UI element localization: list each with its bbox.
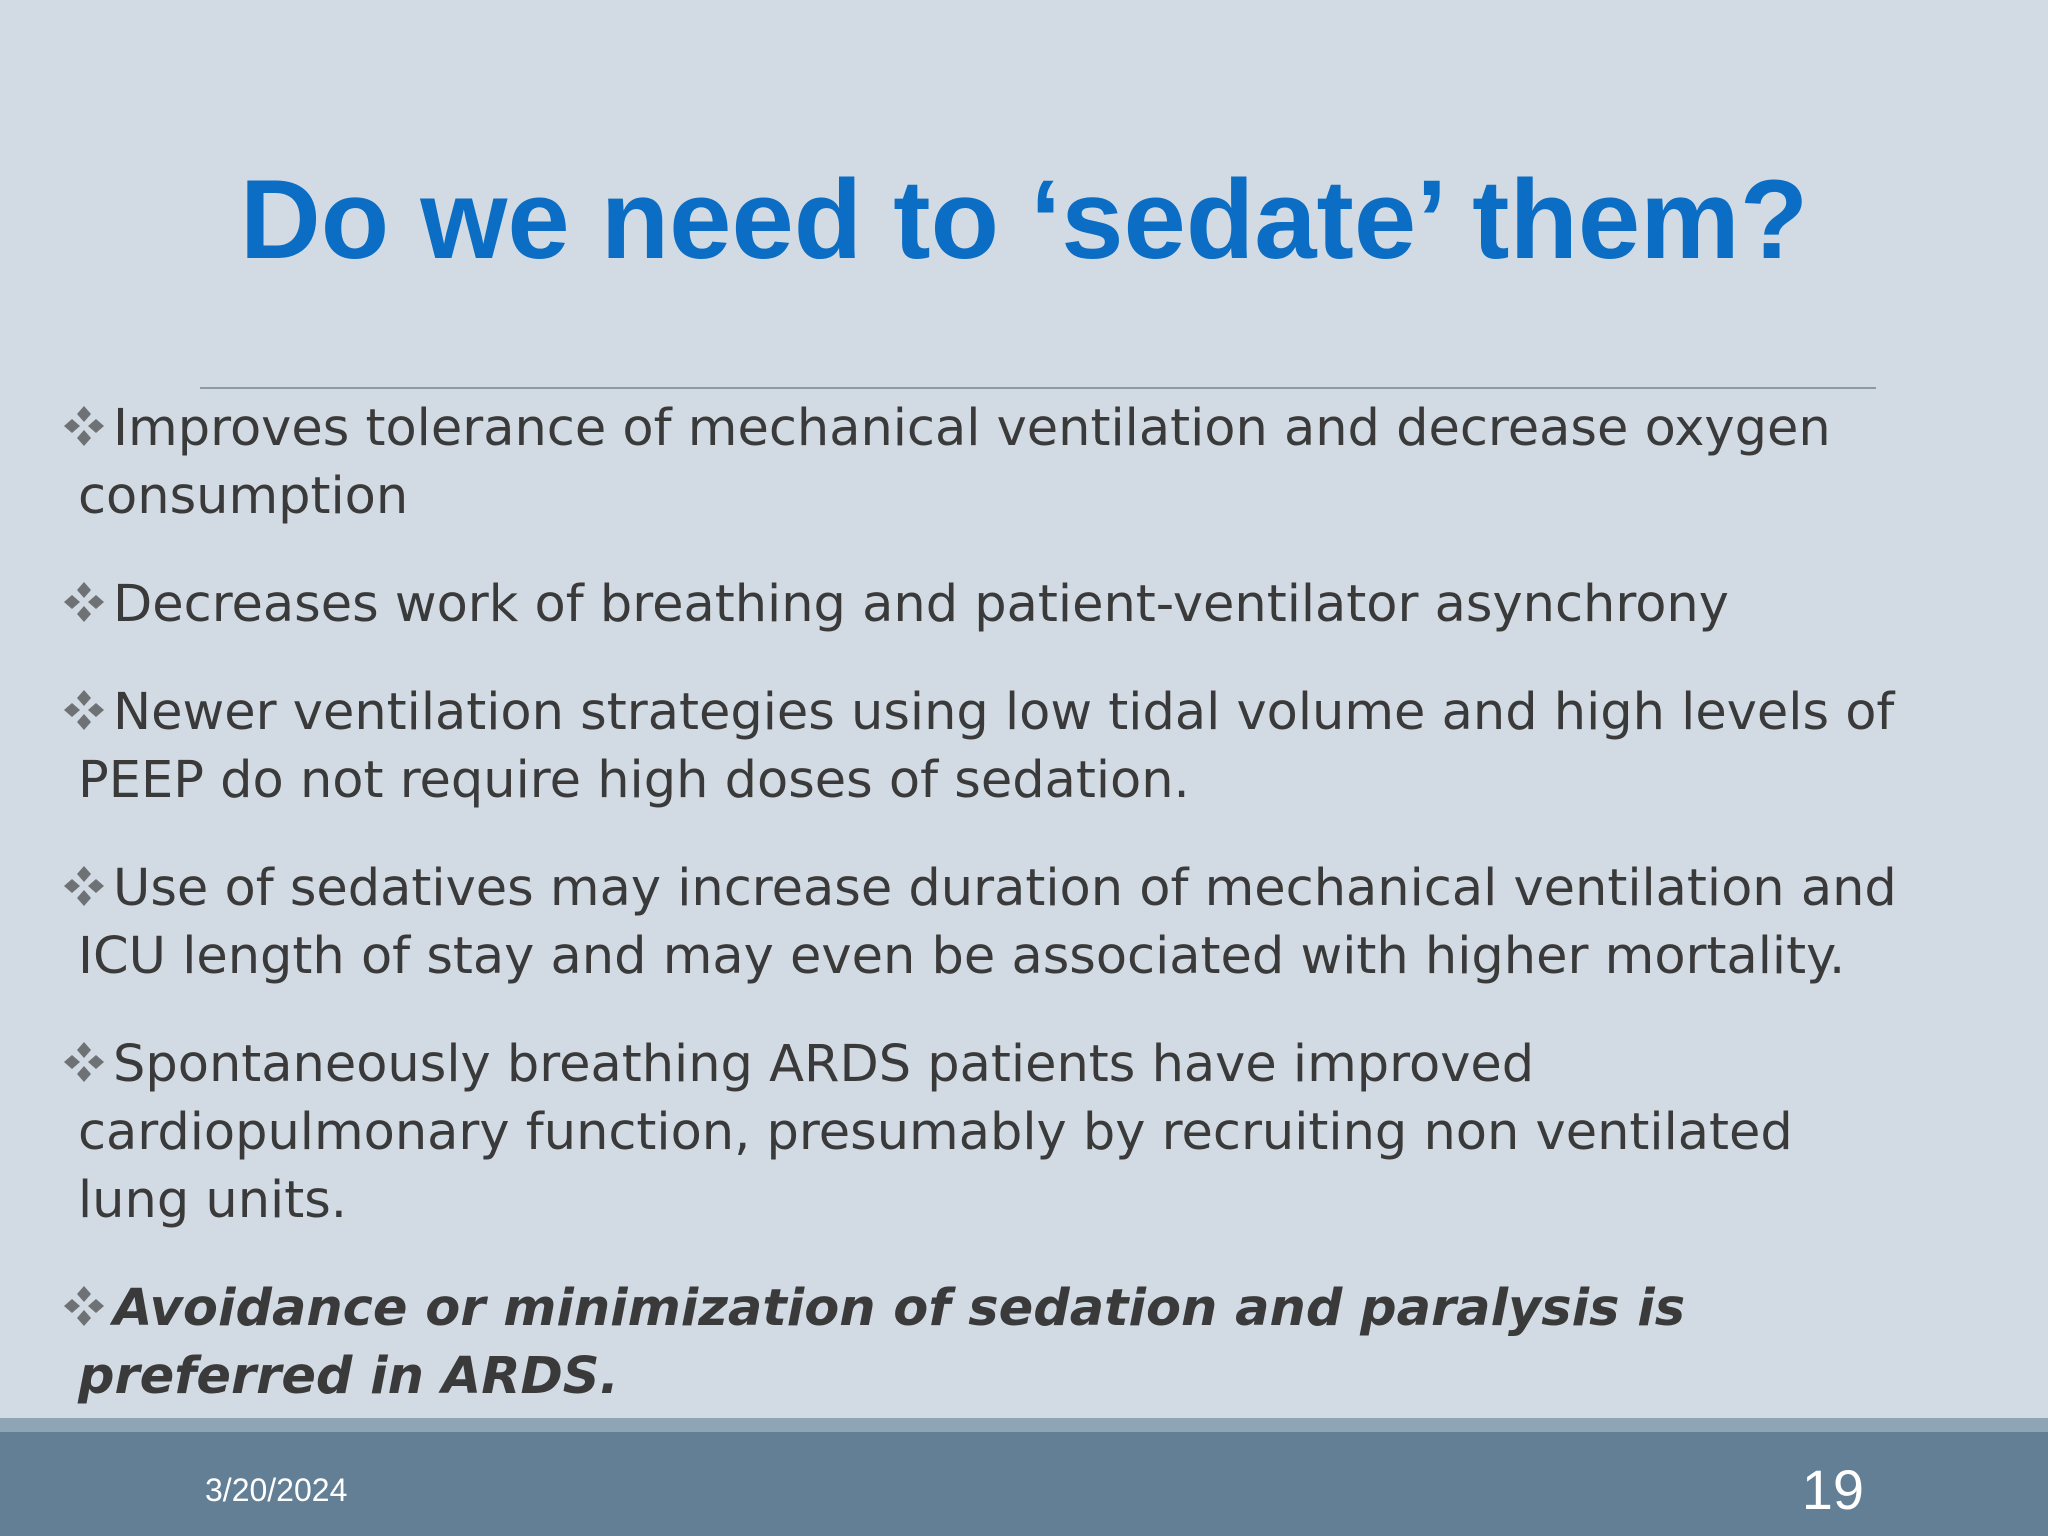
slide-date: 3/20/2024 (205, 1472, 348, 1508)
slide-number: 19 (1801, 1458, 1864, 1521)
four-diamond-bullet-icon (61, 687, 107, 733)
four-diamond-bullet-icon (61, 1039, 107, 1085)
bullet-text: Use of sedatives may increase duration of mechanical ventilation and ICU length of stay and may even be associated with higher mortality. (78, 859, 1897, 986)
four-diamond-bullet-icon (61, 579, 107, 625)
bullet-list (60, 395, 1920, 1451)
bullet-item (60, 679, 1920, 815)
four-diamond-bullet-icon (61, 863, 107, 909)
slide-title: Do we need to ‘sedate’ them? (239, 157, 1809, 282)
bullet-item (60, 1031, 1920, 1235)
bullet-item-emphasis (60, 1275, 1920, 1411)
bullet-text: Newer ventilation strategies using low tidal volume and high levels of PEEP do not require high doses of sedation. (78, 683, 1895, 810)
bullet-item (60, 855, 1920, 991)
four-diamond-bullet-icon (61, 1283, 107, 1329)
footer-stripe (0, 1418, 2048, 1432)
bullet-text: Decreases work of breathing and patient-ventilator asynchrony (113, 575, 1729, 634)
bullet-text: Spontaneously breathing ARDS patients have improved cardiopulmonary function, presumably by recruiting non ventilated lung units. (78, 1035, 1793, 1230)
four-diamond-bullet-icon (61, 403, 107, 449)
title-divider (200, 387, 1876, 389)
bullet-item (60, 571, 1920, 639)
bullet-text: Avoidance or minimization of sedation and paralysis is preferred in ARDS. (78, 1279, 1686, 1406)
bullet-item (60, 395, 1920, 531)
bullet-text: Improves tolerance of mechanical ventilation and decrease oxygen consumption (78, 399, 1831, 526)
